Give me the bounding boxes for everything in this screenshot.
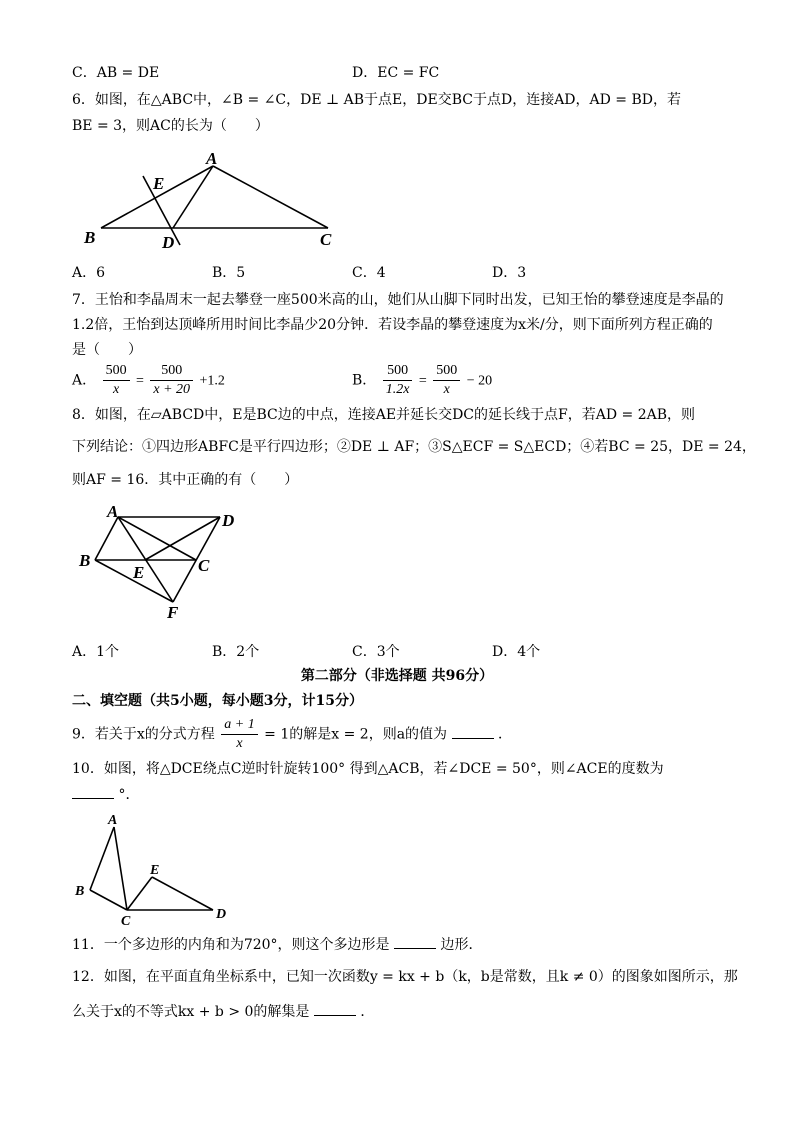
q7-option-a: A． $\frac{500}{x}$ = $\frac{500}{x + 20}$ +1.2 bbox=[72, 363, 225, 397]
q8-stem-line2: 下列结论：①四边形ABFC是平行四边形；②DE ⊥ AF；③S△ECF = S△ECD；④若BC = 25，DE = 24， bbox=[72, 439, 756, 455]
q10-label-b: B bbox=[75, 884, 85, 899]
q12-answer-blank[interactable] bbox=[314, 1001, 356, 1016]
q10-segment-bc bbox=[90, 890, 127, 910]
q8-label-d: D bbox=[222, 511, 235, 530]
q6-option-c: C．4 bbox=[352, 265, 386, 281]
q9-line bbox=[72, 716, 512, 753]
q9-num: a + 1 bbox=[221, 716, 257, 735]
q12-end: ． bbox=[360, 1004, 375, 1020]
q5-option-c: C．AB = DE bbox=[72, 65, 160, 81]
q6-option-d: D．3 bbox=[492, 265, 527, 281]
q7-a-left-den: x bbox=[112, 382, 120, 397]
q10-stem-line2 bbox=[72, 784, 139, 805]
q10-answer-blank[interactable] bbox=[72, 784, 114, 799]
q10-label-e: E bbox=[150, 863, 160, 878]
q6-label-e: E bbox=[153, 174, 165, 193]
q6-figure bbox=[80, 148, 350, 253]
q7-stem-line1: 7．王怡和李晶周末一起去攀登一座500米高的山，她们从山脚下同时出发，已知王怡的攀登速度是李晶的 bbox=[72, 292, 724, 308]
q10-label-c: C bbox=[121, 914, 131, 929]
q7-a-tail: +1.2 bbox=[199, 373, 225, 389]
q6-option-b: B．5 bbox=[212, 265, 246, 281]
q8-label-f: F bbox=[167, 603, 179, 622]
q8-label-a: A bbox=[107, 502, 119, 521]
q6-label-b: B bbox=[84, 228, 96, 247]
q6-label-a: A bbox=[206, 149, 218, 168]
q10-figure bbox=[70, 810, 240, 930]
q7-a-left-num: 500 bbox=[103, 362, 130, 381]
q10-label-a: A bbox=[108, 813, 118, 828]
q9-answer-blank[interactable] bbox=[452, 724, 494, 739]
q11-answer-blank[interactable] bbox=[394, 934, 436, 949]
q5-option-d: D．EC = FC bbox=[352, 65, 440, 81]
q10-end: °． bbox=[118, 787, 140, 803]
q7-stem-line3: 是（ ） bbox=[72, 342, 142, 358]
q8-label-c: C bbox=[198, 556, 210, 575]
q11-pre: 11．一个多边形的内角和为720°，则这个多边形是 bbox=[72, 937, 390, 953]
q8-stem-line3: 则AF = 16．其中正确的有（ ） bbox=[72, 472, 299, 488]
q6-segment-ad bbox=[173, 166, 213, 228]
q7-b-tail: − 20 bbox=[466, 373, 493, 389]
q6-option-a: A．6 bbox=[72, 265, 106, 281]
q8-figure bbox=[76, 503, 256, 623]
q9-den: x bbox=[236, 736, 243, 751]
q9-pre: 9．若关于x的分式方程 bbox=[72, 726, 215, 743]
q6-segment-ac bbox=[213, 166, 328, 228]
q6-stem-line1: 6．如图，在△ABC中，∠B = ∠C，DE ⊥ AB于点E，DE交BC于点D，连接AD，AD = BD，若 bbox=[72, 92, 682, 108]
q10-segment-ac bbox=[114, 827, 127, 910]
q8-option-c: C．3个 bbox=[352, 644, 400, 660]
section2-title: 二、填空题（共5小题，每小题3分，计15分） bbox=[72, 693, 363, 709]
q6-label-c: C bbox=[320, 230, 332, 249]
q12-stem-line2 bbox=[72, 1001, 374, 1022]
q10-segment-ed bbox=[152, 877, 213, 910]
q7-stem-line2: 1.2倍，王怡到达顶峰所用时间比李晶少20分钟．若设李晶的攀登速度为x米/分，则下面所列方程正确的 bbox=[72, 317, 713, 333]
q8-option-b: B．2个 bbox=[212, 644, 260, 660]
q7-b-left-den: 1.2x bbox=[385, 382, 410, 397]
q8-label-b: B bbox=[79, 551, 91, 570]
q9-post: = 1的解是x = 2，则a的值为 bbox=[264, 726, 448, 743]
q12-stem-line1: 12．如图，在平面直角坐标系中，已知一次函数y = kx + b（k，b是常数，且k ≠ 0）的图象如图所示，那 bbox=[72, 969, 738, 985]
q7-a-right-num: 500 bbox=[150, 362, 193, 381]
q12-pre: 么关于x的不等式kx + b > 0的解集是 bbox=[72, 1004, 310, 1020]
q8-label-e: E bbox=[133, 563, 145, 582]
q8-option-d: D．4个 bbox=[492, 644, 541, 660]
q10-segment-ab bbox=[90, 827, 114, 890]
q10-segment-ce bbox=[127, 877, 152, 910]
q7-option-b: B． $\frac{500}{1.2x}$ = $\frac{500}{x}$ − 20 bbox=[352, 363, 493, 397]
q7-option-a-label: A． bbox=[72, 372, 97, 389]
q11-line bbox=[72, 934, 482, 955]
q8-option-a: A．1个 bbox=[72, 644, 120, 660]
q10-stem-line1: 10．如图，将△DCE绕点C逆时针旋转100° 得到△ACB，若∠DCE = 50°，则∠ACE的度数为 bbox=[72, 761, 664, 777]
q7-b-left-num: 500 bbox=[383, 362, 413, 381]
q7-option-b-label: B． bbox=[352, 372, 377, 389]
q8-segment-ab bbox=[95, 517, 118, 560]
q9-end: ． bbox=[497, 726, 512, 743]
q7-a-right-den: x + 20 bbox=[153, 382, 191, 397]
q7-b-right-den: x bbox=[443, 382, 450, 397]
q8-stem-line1: 8．如图，在▱ABCD中，E是BC边的中点，连接AE并延长交DC的延长线于点F，若AD = 2AB，则 bbox=[72, 407, 695, 423]
q11-post: 边形． bbox=[440, 937, 483, 953]
q6-label-d: D bbox=[162, 233, 175, 252]
q10-label-d: D bbox=[216, 907, 227, 922]
q7-b-right-num: 500 bbox=[433, 362, 460, 381]
part2-title: 第二部分（非选择题 共96分） bbox=[300, 668, 494, 684]
q6-stem-line2: BE = 3，则AC的长为（ ） bbox=[72, 118, 269, 134]
